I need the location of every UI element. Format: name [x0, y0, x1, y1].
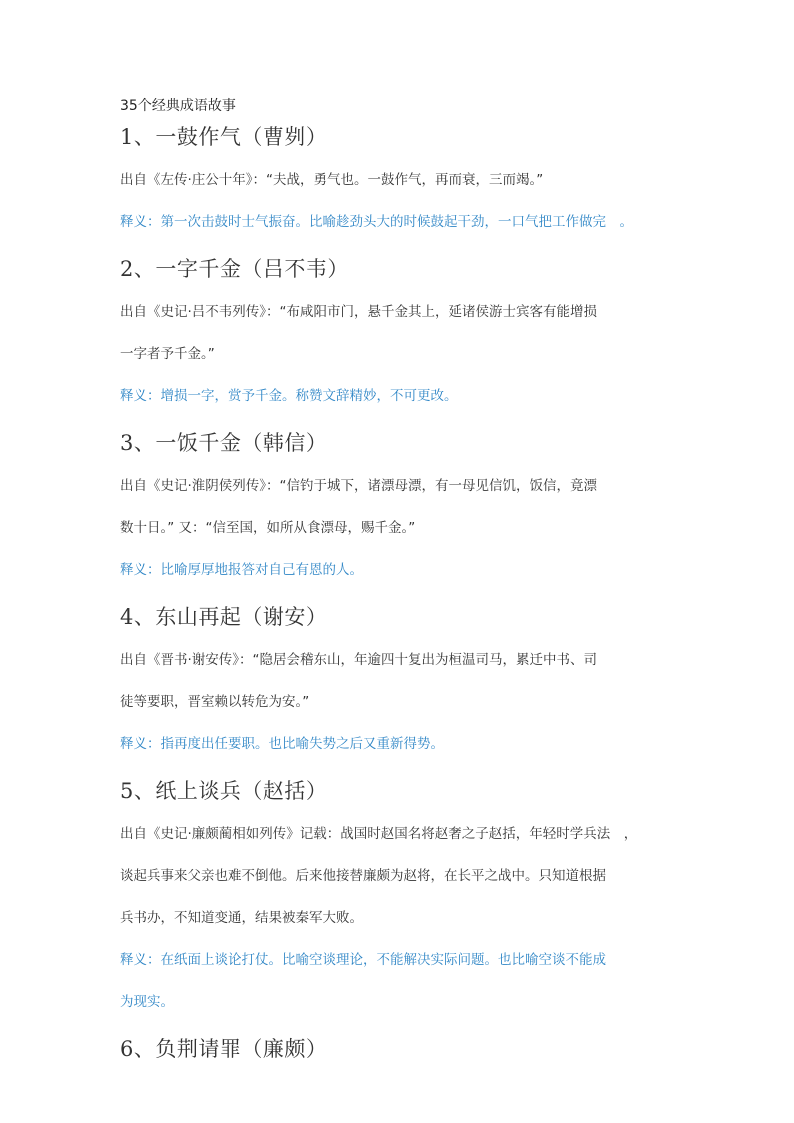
- idiom-heading: 3、一饭千金（韩信）: [120, 431, 328, 455]
- idiom-story: [120, 1034, 680, 1064]
- source-quote-line: 一字者予千金。”: [120, 346, 215, 362]
- source-quote-line: 兵书办，不知道变通，结果被秦军大败。: [120, 910, 363, 926]
- story-list: [120, 122, 680, 1064]
- idiom-heading: 6、负荆请罪（廉颇）: [120, 1037, 328, 1061]
- idiom-story: [120, 122, 680, 232]
- idiom-heading: 5、纸上谈兵（赵括）: [120, 779, 328, 803]
- document-page: [120, 96, 680, 1082]
- idiom-heading: 1、一鼓作气（曹刿）: [120, 125, 328, 149]
- source-quote-line: 出自《史记·淮阴侯列传》：“信钓于城下，诸漂母漂，有一母见信饥，饭信，竟漂: [120, 478, 598, 494]
- meaning-line: 释义：第一次击鼓时士气振奋。比喻趁劲头大的时候鼓起干劲，一口气把工作做完 。: [120, 214, 633, 230]
- idiom-heading: 2、一字千金（吕不韦）: [120, 257, 349, 281]
- source-quote-line: 徒等要职，晋室赖以转危为安。”: [120, 694, 310, 710]
- meaning-line: 释义：比喻厚厚地报答对自己有恩的人。: [120, 562, 363, 578]
- source-quote-line: 谈起兵事来父亲也难不倒他。后来他接替廉颇为赵将，在长平之战中。只知道根据: [120, 868, 606, 884]
- idiom-story: [120, 428, 680, 580]
- meaning-line: 释义：指再度出任要职。也比喻失势之后又重新得势。: [120, 736, 444, 752]
- idiom-heading: 4、东山再起（谢安）: [120, 605, 328, 629]
- source-quote-line: 出自《左传·庄公十年》：“夫战，勇气也。一鼓作气，再而衰，三而竭。”: [120, 172, 544, 188]
- document-title: 35个经典成语故事: [120, 98, 236, 114]
- meaning-line: 释义：增损一字，赏予千金。称赞文辞精妙，不可更改。: [120, 388, 458, 404]
- meaning-line: 为现实。: [120, 994, 174, 1010]
- idiom-story: [120, 602, 680, 754]
- source-quote-line: 数十日。” 又：“信至国，如所从食漂母，赐千金。”: [120, 520, 416, 536]
- source-quote-line: 出自《史记·廉颇蔺相如列传》记载：战国时赵国名将赵奢之子赵括，年轻时学兵法 ，: [120, 826, 638, 842]
- source-quote-line: 出自《史记·吕不韦列传》：“布咸阳市门，悬千金其上，延诸侯游士宾客有能增损: [120, 304, 598, 320]
- source-quote-line: 出自《晋书·谢安传》：“隐居会稽东山，年逾四十复出为桓温司马，累迁中书、司: [120, 652, 598, 668]
- idiom-story: [120, 254, 680, 406]
- idiom-story: [120, 776, 680, 1012]
- meaning-line: 释义：在纸面上谈论打仗。比喻空谈理论，不能解决实际问题。也比喻空谈不能成: [120, 952, 606, 968]
